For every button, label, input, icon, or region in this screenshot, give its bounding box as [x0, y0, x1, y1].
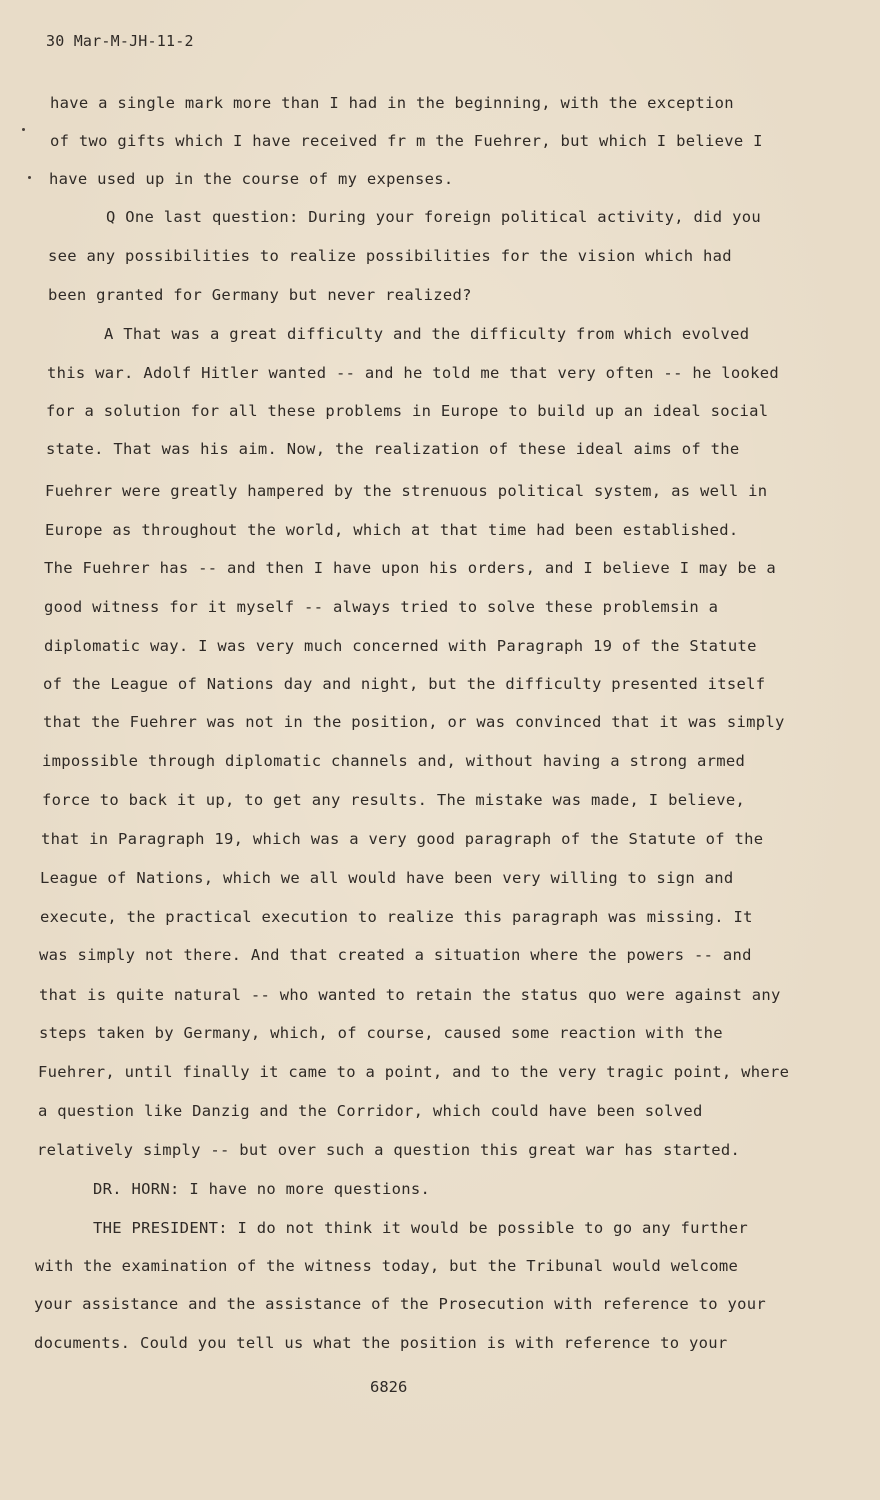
margin-mark	[28, 176, 31, 179]
document-reference: 30 Mar-M-JH-11-2	[46, 32, 194, 50]
text-line: see any possibilities to realize possibilities for the vision which had	[48, 247, 732, 265]
text-line: that is quite natural -- who wanted to retain the status quo were against any	[39, 986, 781, 1004]
text-line: of two gifts which I have received fr m the Fuehrer, but which I believe I	[50, 132, 763, 150]
text-line: been granted for Germany but never realized?	[48, 286, 472, 304]
text-line: Fuehrer, until finally it came to a point, and to the very tragic point, where	[38, 1063, 790, 1081]
text-line: League of Nations, which we all would have been very willing to sign and	[40, 869, 734, 887]
text-line: Q One last question: During your foreign political activity, did you	[106, 208, 761, 226]
text-line: have used up in the course of my expenses.	[49, 170, 454, 188]
text-line: diplomatic way. I was very much concerned with Paragraph 19 of the Statute	[44, 637, 757, 655]
page-number: 6826	[370, 1378, 408, 1396]
text-line: documents. Could you tell us what the position is with reference to your	[34, 1334, 728, 1352]
text-line: your assistance and the assistance of the Prosecution with reference to your	[34, 1295, 767, 1313]
text-line: was simply not there. And that created a situation where the powers -- and	[39, 946, 752, 964]
text-line: impossible through diplomatic channels and, without having a strong armed	[42, 752, 746, 770]
text-line: that the Fuehrer was not in the position, or was convinced that it was simply	[43, 713, 785, 731]
text-line: good witness for it myself -- always tried to solve these problemsin a	[44, 598, 719, 616]
text-line: of the League of Nations day and night, but the difficulty presented itself	[43, 675, 766, 693]
text-line: a question like Danzig and the Corridor, which could have been solved	[38, 1102, 703, 1120]
text-line: THE PRESIDENT: I do not think it would be possible to go any further	[93, 1219, 748, 1237]
text-line: relatively simply -- but over such a question this great war has started.	[37, 1141, 741, 1159]
text-line: The Fuehrer has -- and then I have upon his orders, and I believe I may be a	[44, 559, 777, 577]
text-line: force to back it up, to get any results. The mistake was made, I believe,	[42, 791, 746, 809]
text-line: A That was a great difficulty and the difficulty from which evolved	[104, 325, 750, 343]
text-line: steps taken by Germany, which, of course, caused some reaction with the	[39, 1024, 723, 1042]
text-line: Fuehrer were greatly hampered by the strenuous political system, as well in	[45, 482, 768, 500]
text-line: Europe as throughout the world, which at that time had been established.	[45, 521, 739, 539]
text-line: state. That was his aim. Now, the realization of these ideal aims of the	[46, 440, 740, 458]
margin-mark	[22, 128, 25, 131]
text-line: DR. HORN: I have no more questions.	[93, 1180, 431, 1198]
text-line: with the examination of the witness today, but the Tribunal would welcome	[35, 1257, 739, 1275]
text-line: that in Paragraph 19, which was a very good paragraph of the Statute of the	[41, 830, 764, 848]
text-line: for a solution for all these problems in Europe to build up an ideal social	[46, 402, 769, 420]
text-line: execute, the practical execution to realize this paragraph was missing. It	[40, 908, 753, 926]
text-line: this war. Adolf Hitler wanted -- and he told me that very often -- he looked	[47, 364, 780, 382]
text-line: have a single mark more than I had in the beginning, with the exception	[50, 94, 734, 112]
